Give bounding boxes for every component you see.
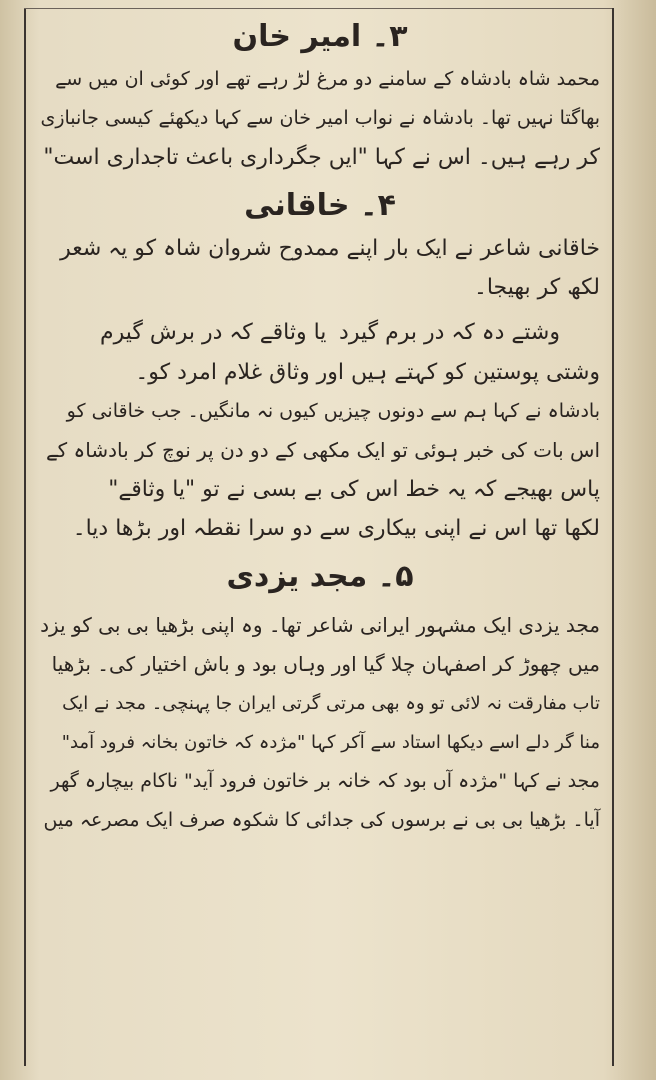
top-rule bbox=[24, 8, 612, 9]
text-line: محمد شاہ بادشاہ کے سامنے دو مرغ لڑ رہے تھے اور کوئی ان میں سے bbox=[55, 68, 600, 90]
text-line: لکھ کر بھیجا۔ bbox=[473, 275, 600, 300]
text-line: خاقانی شاعر نے ایک بار اپنے ممدوح شروان شاہ کو یہ شعر bbox=[60, 236, 600, 261]
text-line: پاس بھیجے کہ یہ خط اس کی بے بسی نے تو "یا وثاقے" bbox=[108, 477, 600, 502]
text-line: میں چھوڑ کر اصفہان چلا گیا اور وہاں بود و باش اختیار کی۔ بڑھیا bbox=[51, 652, 600, 676]
section-heading-majd-yazdi: ۵۔ مجد یزدی bbox=[226, 559, 414, 594]
section-heading-khaqani: ۴۔ خاقانی bbox=[244, 188, 396, 223]
section-heading-amir-khan: ۳۔ امیر خان bbox=[232, 19, 408, 54]
text-line: کر رہے ہیں۔ اس نے کہا "ایں جگرداری باعث تاجداری است" bbox=[43, 145, 600, 170]
persian-couplet bbox=[40, 313, 600, 353]
text-line: بادشاہ نے کہا ہم سے دونوں چیزیں کیوں نہ مانگیں۔ جب خاقانی کو bbox=[66, 400, 600, 422]
text-line: اس بات کی خبر ہوئی تو ایک مکھی کے دو دن پر نوچ کر بادشاہ کے bbox=[45, 438, 600, 462]
text-line: مجد نے کہا "مژدہ آں بود کہ خانہ بر خاتون فرود آید" ناکام بیچارہ گھر bbox=[50, 770, 600, 792]
text-line: منا گر دلے اسے دیکھا استاد سے آکر کہا "مژدہ کہ خاتون بخانہ فرود آمد" bbox=[61, 732, 600, 753]
text-line: مجد یزدی ایک مشہور ایرانی شاعر تھا۔ وہ اپنی بڑھیا بی بی کو یزد bbox=[40, 613, 600, 637]
couplet-second-hemistich: یا وثاقے کہ در برش گیرم bbox=[100, 320, 327, 345]
couplet-first-hemistich: وشتے دہ کہ در برم گیرد bbox=[339, 320, 560, 345]
text-line: لکھا تھا اس نے اپنی بیکاری سے دو سرا نقطہ اور بڑھا دیا۔ bbox=[72, 516, 600, 541]
text-line: تاب مفارقت نہ لائی تو وہ بھی مرتی گرتی ایران جا پہنچی۔ مجد نے ایک bbox=[62, 693, 600, 714]
text-line: بھاگتا نہیں تھا۔ بادشاہ نے نواب امیر خان سے کہا دیکھئے کیسی جانبازی bbox=[40, 107, 600, 129]
text-line: وشتی پوستین کو کہتے ہیں اور وثاق غلام امرد کو۔ bbox=[135, 360, 600, 385]
text-column bbox=[40, 14, 600, 840]
text-line: آیا۔ بڑھیا بی بی نے برسوں کی جدائی کا شکوہ صرف ایک مصرعہ میں bbox=[43, 809, 600, 831]
